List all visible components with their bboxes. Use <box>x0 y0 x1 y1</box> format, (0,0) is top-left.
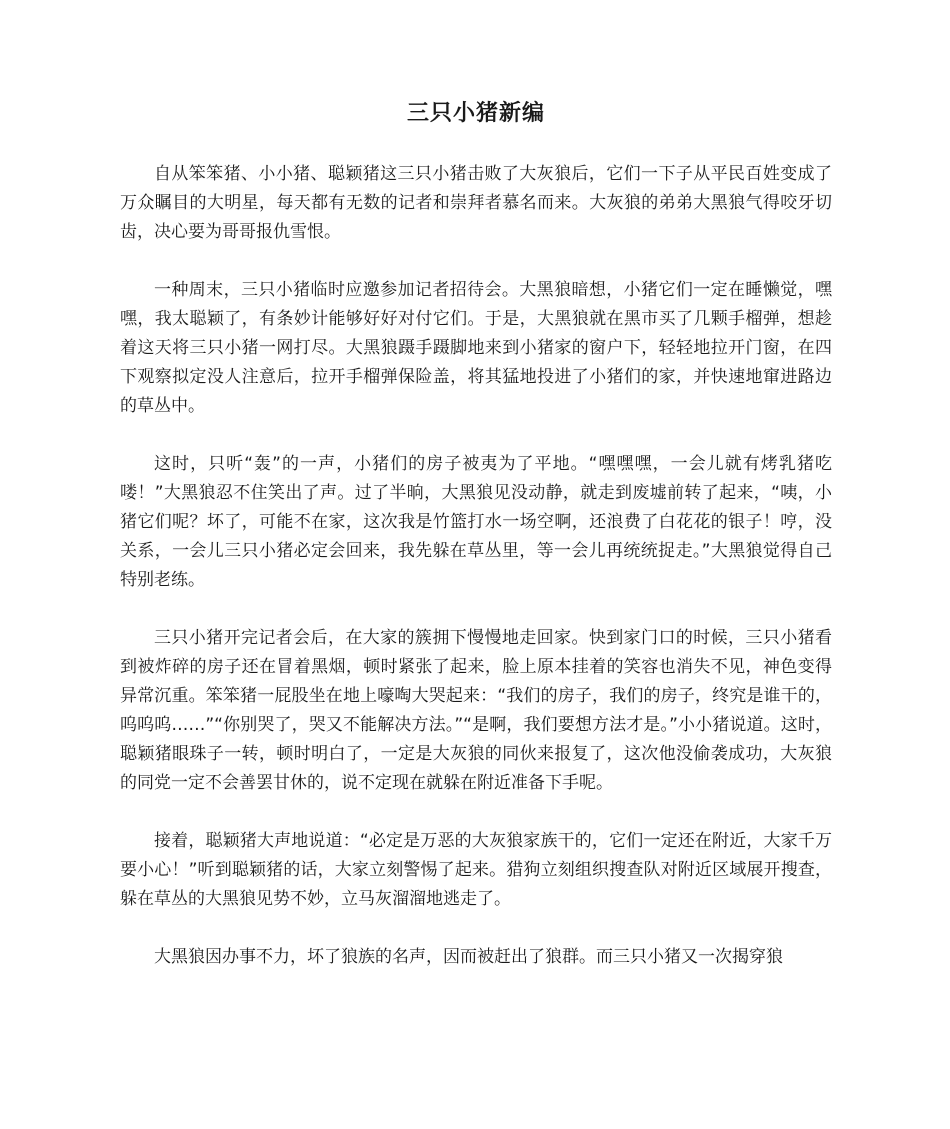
paragraph-4: 三只小猪开完记者会后，在大家的簇拥下慢慢地走回家。快到家门口的时候，三只小猪看到被炸碎的房子还在冒着黑烟，顿时紧张了起来，脸上原本挂着的笑容也消失不见，神色变得异常沉重。笨笨猪一屁股坐在地上嚎啕大哭起来：“我们的房子，我们的房子，终究是谁干的，呜呜呜……”“你别哭了，哭又不能解决方法。”“是啊，我们要想方法才是。”小小猪说道。这时，聪颖猪眼珠子一转，顿时明白了，一定是大灰狼的同伙来报复了，这次他没偷袭成功，大灰狼的同党一定不会善罢甘休的，说不定现在就躲在附近准备下手呢。 <box>120 628 832 793</box>
paragraph-3: 这时，只听“轰”的一声，小猪们的房子被夷为了平地。“嘿嘿嘿，一会儿就有烤乳猪吃喽！”大黑狼忍不住笑出了声。过了半晌，大黑狼见没动静，就走到废墟前转了起来，“咦，小猪它们呢？坏了，可能不在家，这次我是竹篮打水一场空啊，还浪费了白花花的银子！哼，没关系，一会儿三只小猪必定会回来，我先躲在草丛里，等一会儿再统统捉走。”大黑狼觉得自己特别老练。 <box>120 454 832 590</box>
document-title: 三只小猪新编 <box>406 101 545 126</box>
document-page <box>120 94 832 1001</box>
paragraph-6: 大黑狼因办事不力，坏了狼族的名声，因而被赶出了狼群。而三只小猪又一次揭穿狼 <box>154 947 783 967</box>
paragraph-2: 一种周末，三只小猪临时应邀参加记者招待会。大黑狼暗想，小猪它们一定在睡懒觉，嘿嘿，我太聪颖了，有条妙计能够好好对付它们。于是，大黑狼就在黑市买了几颗手榴弹，想趁着这天将三只小猪一网打尽。大黑狼蹑手蹑脚地来到小猪家的窗户下，轻轻地拉开门窗，在四下观察拟定没人注意后，拉开手榴弹保险盖，将其猛地投进了小猪们的家，并快速地窜进路边的草丛中。 <box>120 280 832 416</box>
paragraph-5: 接着，聪颖猪大声地说道：“必定是万恶的大灰狼家族干的，它们一定还在附近，大家千万要小心！”听到聪颖猪的话，大家立刻警惕了起来。猎狗立刻组织搜查队对附近区域展开搜查，躲在草丛的大黑狼见势不妙，立马灰溜溜地逃走了。 <box>120 831 832 909</box>
paragraph-1: 自从笨笨猪、小小猪、聪颖猪这三只小猪击败了大灰狼后，它们一下子从平民百姓变成了万众瞩目的大明星，每天都有无数的记者和崇拜者慕名而来。大灰狼的弟弟大黑狼气得咬牙切齿，决心要为哥哥报仇雪恨。 <box>120 164 832 242</box>
